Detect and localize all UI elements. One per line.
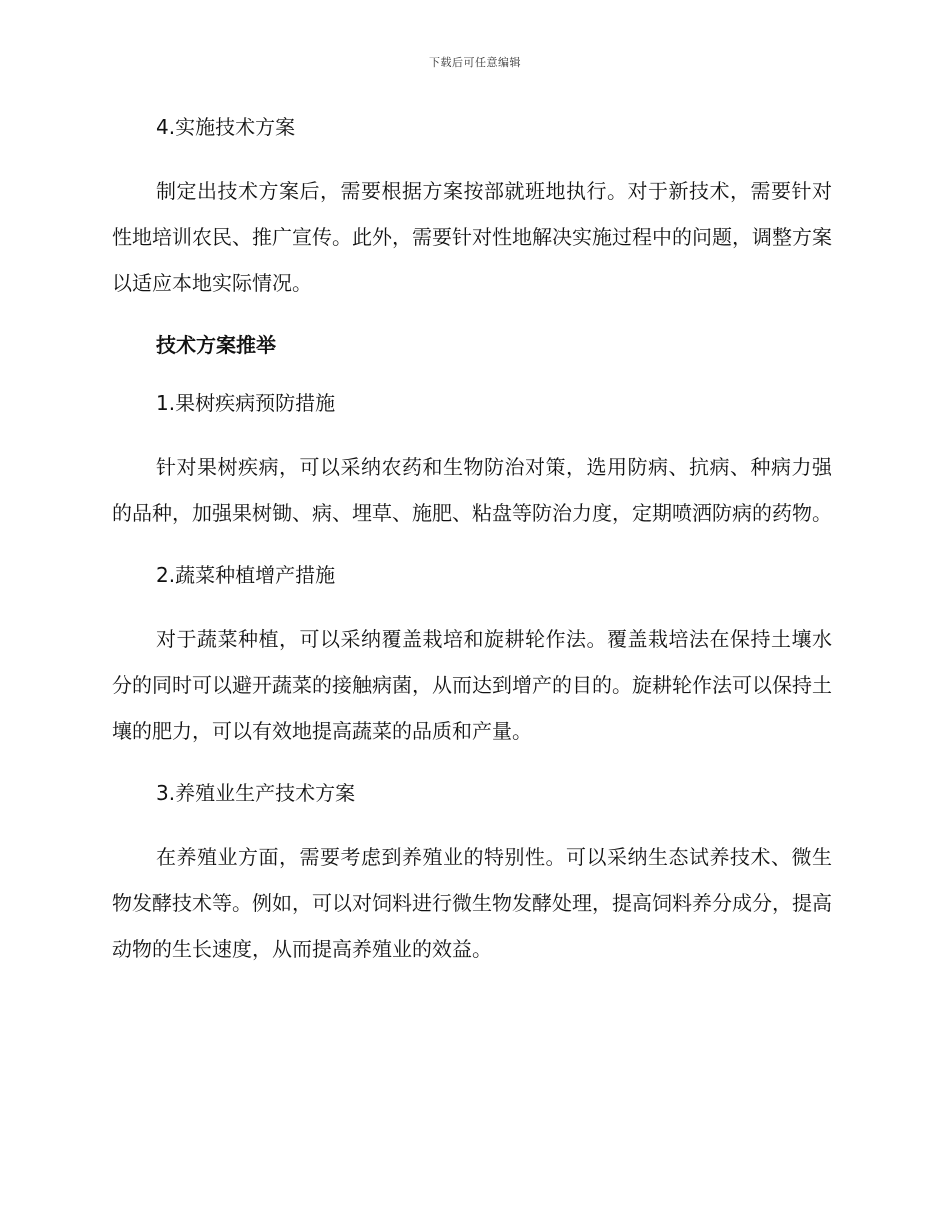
item-title: 1.果树疾病预防措施	[156, 391, 336, 415]
section-paragraph: 制定出技术方案后，需要根据方案按部就班地执行。对于新技术，需要针对性地培训农民、推广宣传。此外，需要针对性地解决实施过程中的问题，调整方案以适应本地实际情况。	[112, 179, 832, 295]
main-heading: 技术方案推举	[156, 333, 276, 357]
document-body	[112, 110, 832, 972]
item-title: 3.养殖业生产技术方案	[156, 781, 356, 805]
item-paragraph: 针对果树疾病，可以采纳农药和生物防治对策，选用防病、抗病、种病力强的品种，加强果树锄、病、埋草、施肥、粘盘等防治力度，定期喷洒防病的药物。	[112, 455, 832, 525]
item-paragraph: 对于蔬菜种植，可以采纳覆盖栽培和旋耕轮作法。覆盖栽培法在保持土壤水分的同时可以避开蔬菜的接触病菌，从而达到增产的目的。旋耕轮作法可以保持土壤的肥力，可以有效地提高蔬菜的品质和产量。	[112, 627, 832, 743]
section-title: 4.实施技术方案	[156, 115, 296, 139]
page-header: 下载后可任意编辑	[429, 56, 521, 69]
item-paragraph: 在养殖业方面，需要考虑到养殖业的特别性。可以采纳生态试养技术、微生物发酵技术等。例如，可以对饲料进行微生物发酵处理，提高饲料养分成分，提高动物的生长速度，从而提高养殖业的效益。	[112, 845, 832, 961]
item-title: 2.蔬菜种植增产措施	[156, 563, 336, 587]
